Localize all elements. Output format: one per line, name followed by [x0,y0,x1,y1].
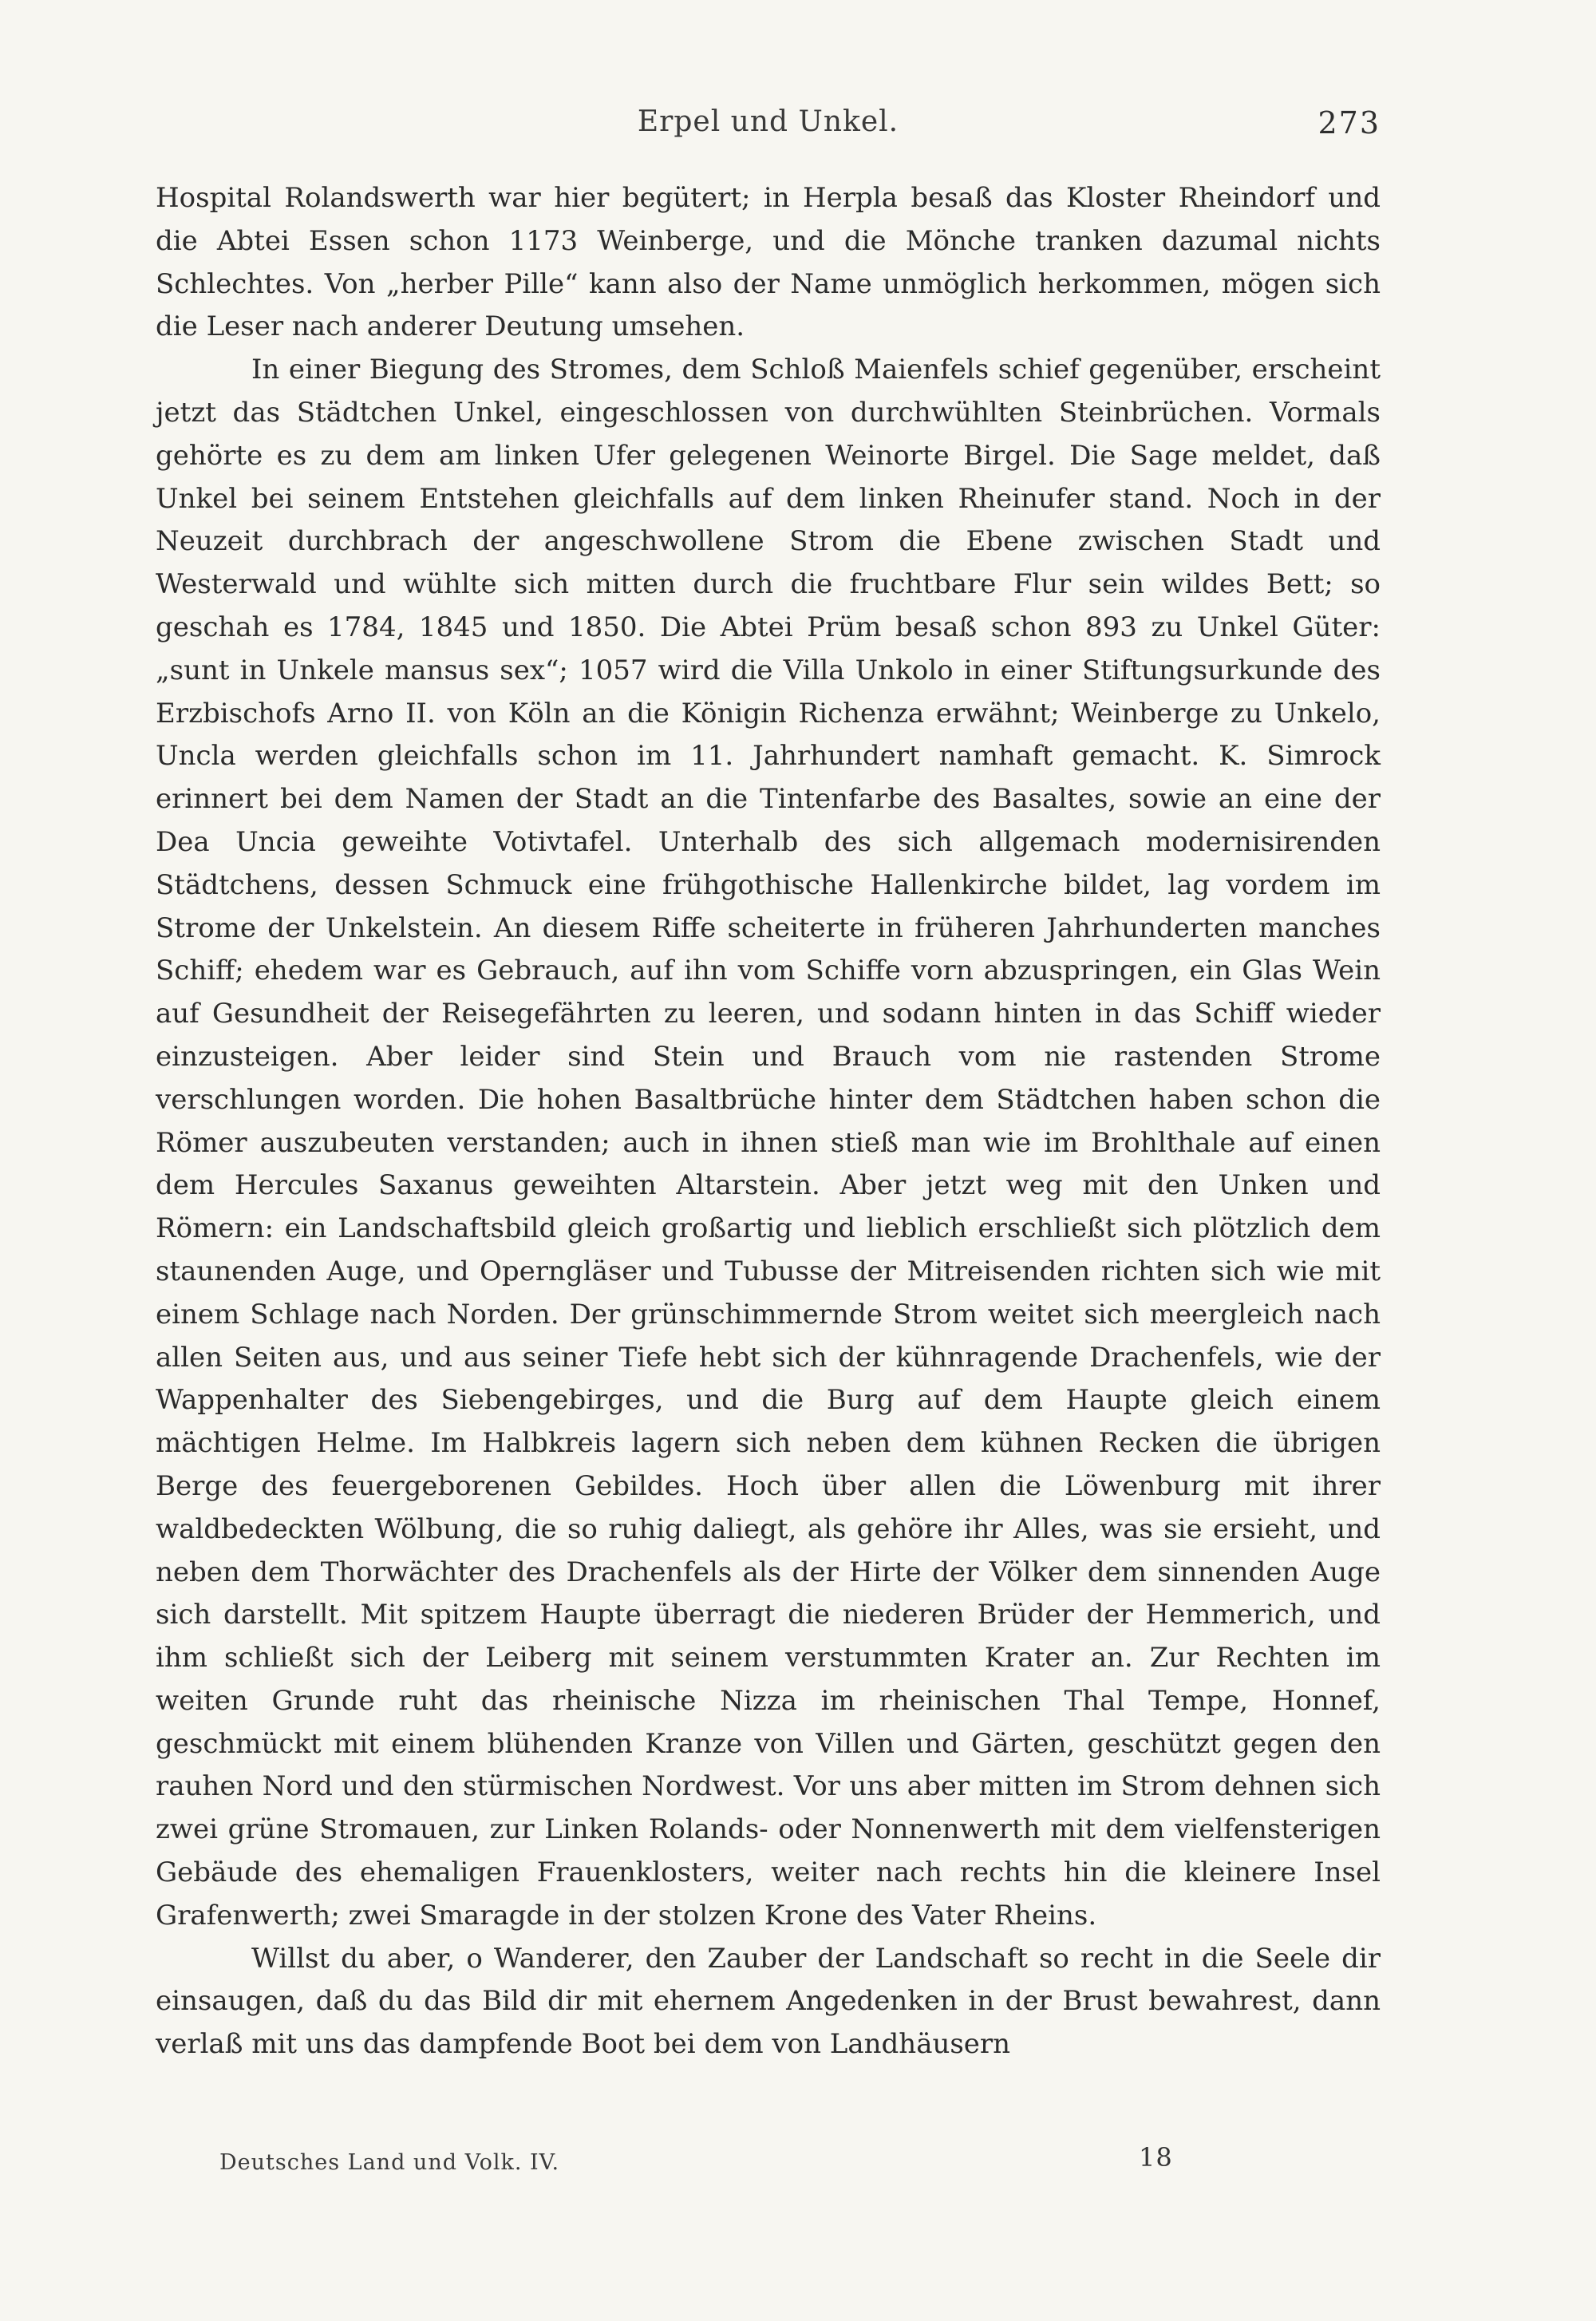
page-number: 273 [1317,105,1381,140]
paragraph-continuation: Hospital Rolandswerth war hier begütert; in Herpla besaß das Kloster Rheindorf und die Abtei Essen schon 1173 Weinberge, und die Mönche tranken dazumal nichts Schlechtes. Von „herber Pille“ kann also der Name unmöglich herkommen, mögen sich die Leser nach anderer Deutung umsehen. [156,182,1381,343]
running-title: Erpel und Unkel. [637,105,899,138]
page-footer [156,2142,1381,2195]
paragraph-unkel: In einer Biegung des Stromes, dem Schloß Maienfels schief gegenüber, erscheint jetzt das Städtchen Unkel, eingeschlossen von durchwühlten Steinbrüchen. Vormals gehörte es zu dem am linken Ufer gelegenen Weinorte Birgel. Die Sage meldet, daß Unkel bei seinem Entstehen gleichfalls auf dem linken Rheinufer stand. Noch in der Neuzeit durchbrach der angeschwollene Strom die Ebene zwischen Stadt und Westerwald und wühlte sich mitten durch die fruchtbare Flur sein wildes Bett; so geschah es 1784, 1845 und 1850. Die Abtei Prüm besaß schon 893 zu Unkel Güter: „sunt in Unkele mansus sex“; 1057 wird die Villa Unkolo in einer Stiftungsurkunde des Erzbischofs Arno II. von Köln an die Königin Richenza erwähnt; Weinberge zu Unkelo, Uncla werden gleichfalls schon im 11. Jahrhundert namhaft gemacht. K. Simrock erinnert bei dem Namen der Stadt an die Tintenfarbe des Basaltes, sowie an eine der Dea Uncia geweihte Votivtafel. Unterhalb des sich allgemach modernisirenden Städtchens, dessen Schmuck eine frühgothische Hallenkirche bildet, lag vordem im Strome der Unkelstein. An diesem Riffe scheiterte in früheren Jahrhunderten manches Schiff; ehedem war es Gebrauch, auf ihn vom Schiffe vorn abzuspringen, ein Glas Wein auf Gesundheit der Reisegefährten zu leeren, und sodann hinten in das Schiff wieder einzusteigen. Aber leider sind Stein und Brauch vom nie rastenden Strome verschlungen worden. Die hohen Basaltbrüche hinter dem Städtchen haben schon die Römer auszubeuten verstanden; auch in ihnen stieß man wie im Brohlthale auf einen dem Hercules Saxanus geweihten Altarstein. Aber jetzt weg mit den Unken und Römern: ein Landschaftsbild gleich großartig und lieblich erschließt sich plötzlich dem staunenden Auge, und Operngläser und Tubusse der Mitreisenden richten sich wie mit einem Schlage nach Norden. Der grünschimmernde Strom weitet sich meergleich nach allen Seiten aus, und aus seiner Tiefe hebt sich der kühnragende Drachenfels, wie der Wappenhalter des Siebengebirges, und die Burg auf dem Haupte gleich einem mächtigen Helme. Im Halbkreis lagern sich neben dem kühnen Recken die übrigen Berge des feuergeborenen Gebildes. Hoch über allen die Löwenburg mit ihrer waldbedeckten Wölbung, die so ruhig daliegt, als gehöre ihr Alles, was sie ersieht, und neben dem Thorwächter des Drachenfels als der Hirte der Völker dem sinnenden Auge sich darstellt. Mit spitzem Haupte überragt die niederen Brüder der Hemmerich, und ihm schließt sich der Leiberg mit seinem verstummten Krater an. Zur Rechten im weiten Grunde ruht das rheinische Nizza im rheinischen Thal Tempe, Honnef, geschmückt mit einem blühenden Kranze von Villen und Gärten, geschützt gegen den rauhen Nord und den stürmischen Nordwest. Vor uns aber mitten im Strom dehnen sich zwei grüne Stromauen, zur Linken Rolands- oder Nonnenwerth mit dem vielfensterigen Gebäude des ehemaligen Frauenklosters, weiter nach rechts hin die kleinere Insel Grafenwerth; zwei Smaragde in der stolzen Krone des Vater Rheins. [156,354,1381,1932]
footer-book-title: Deutsches Land und Volk. IV. [219,2150,560,2175]
paragraph-wanderer: Willst du aber, o Wanderer, den Zauber der Landschaft so recht in die Seele dir einsaugen, daß du das Bild dir mit ehernem Angedenken in der Brust bewahrest, dann verlaß mit uns das dampfende Boot bei dem von Landhäusern [156,1942,1381,2061]
running-head [156,105,1381,153]
signature-mark: 18 [1139,2142,1173,2173]
body-text [156,177,1381,2066]
